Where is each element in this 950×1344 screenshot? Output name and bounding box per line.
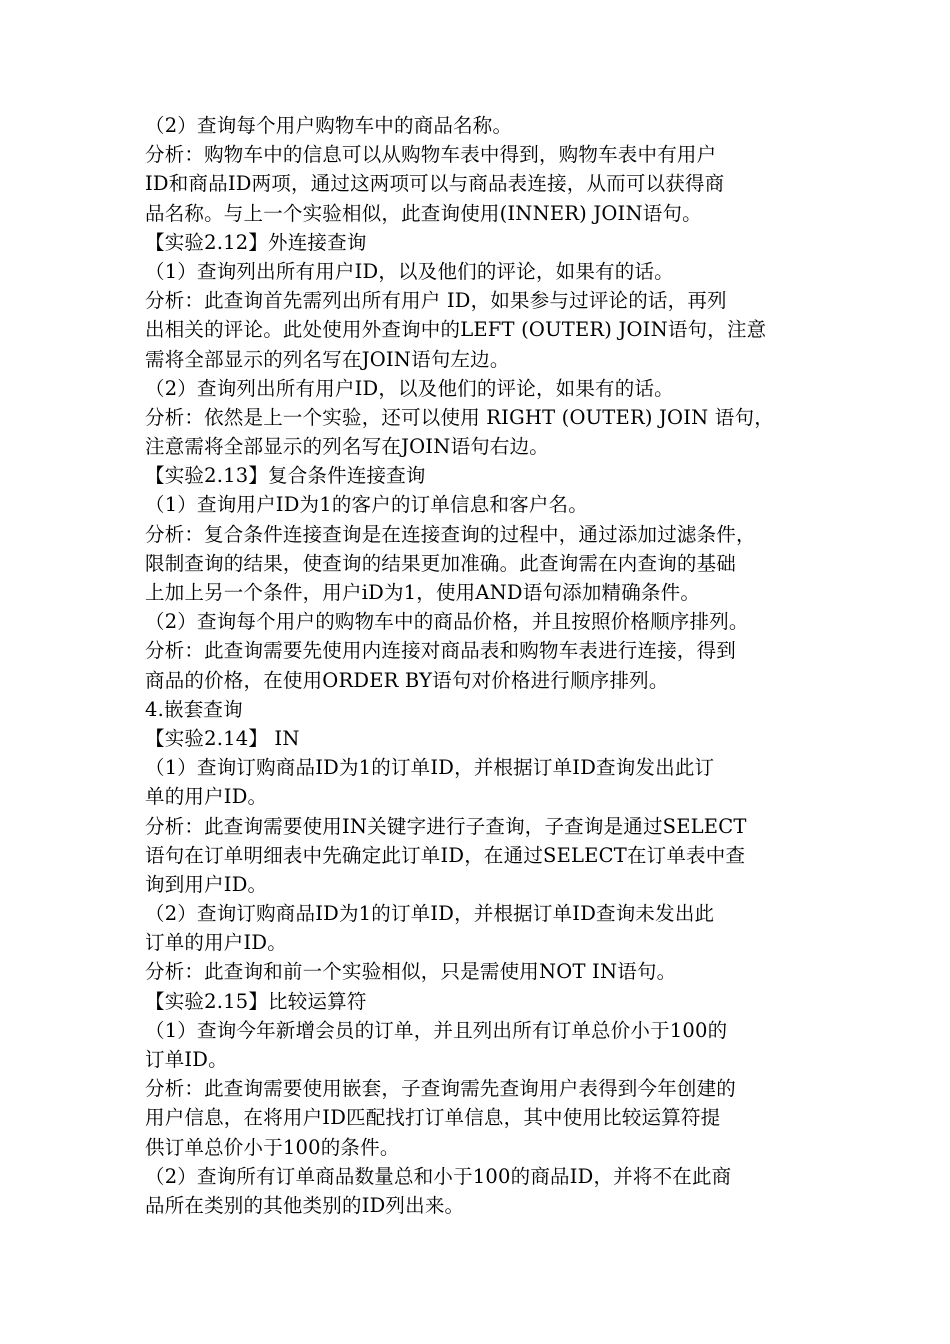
text-line: 分析：购物车中的信息可以从购物车表中得到，购物车表中有用户	[145, 143, 717, 167]
text-line: 【实验2.13】复合条件连接查询	[145, 464, 426, 488]
text-line: 注意需将全部显示的列名写在JOIN语句右边。	[145, 435, 549, 459]
text-line: （2）查询每个用户购物车中的商品名称。	[145, 114, 513, 137]
text-line: （1）查询订购商品ID为1的订单ID，并根据订单ID查询发出此订	[145, 756, 715, 780]
text-line: （2）查询列出所有用户ID，以及他们的评论，如果有的话。	[145, 376, 674, 400]
text-line: 分析：此查询需要使用IN关键字进行子查询，子查询是通过SELECT	[145, 814, 747, 838]
text-line: 限制查询的结果，使查询的结果更加准确。此查询需在内查询的基础	[145, 551, 737, 575]
text-line: 【实验2.15】比较运算符	[145, 989, 367, 1013]
text-line: （2）查询所有订单商品数量总和小于100的商品ID，并将不在此商	[145, 1164, 732, 1188]
text-line: 供订单总价小于100的条件。	[145, 1135, 400, 1159]
text-line: 订单的用户ID。	[145, 931, 287, 955]
text-line: 分析：此查询需要使用嵌套，子查询需先查询用户表得到今年创建的	[145, 1077, 737, 1101]
text-line: （1）查询今年新增会员的订单，并且列出所有订单总价小于100的	[145, 1018, 728, 1042]
text-line: 分析：依然是上一个实验，还可以使用 RIGHT (OUTER) JOIN 语句，	[145, 405, 774, 429]
text-line: ID和商品ID两项，通过这两项可以与商品表连接，从而可以获得商	[145, 172, 725, 196]
text-line: 分析：此查询首先需列出所有用户 ID，如果参与过评论的话，再列	[145, 289, 727, 313]
text-line: 品名称。与上一个实验相似，此查询使用(INNER) JOIN语句。	[145, 201, 702, 225]
text-line: （1）查询用户ID为1的客户的订单信息和客户名。	[145, 493, 588, 517]
text-line: 【实验2.14】 IN	[145, 726, 300, 750]
text-line: 品所在类别的其他类别的ID列出来。	[145, 1193, 465, 1217]
document-body	[145, 111, 810, 1220]
text-line: 商品的价格，在使用ORDER BY语句对价格进行顺序排列。	[145, 668, 669, 692]
text-line: （2）查询每个用户的购物车中的商品价格，并且按照价格顺序排列。	[145, 610, 749, 634]
text-line: 分析：复合条件连接查询是在连接查询的过程中，通过添加过滤条件，	[145, 522, 756, 546]
text-line: 分析：此查询需要先使用内连接对商品表和购物车表进行连接，得到	[145, 639, 737, 663]
text-line: （2）查询订购商品ID为1的订单ID，并根据订单ID查询未发出此	[145, 902, 715, 926]
text-line: 分析：此查询和前一个实验相似，只是需使用NOT IN语句。	[145, 960, 677, 984]
text-line: 4.嵌套查询	[145, 697, 243, 721]
text-line: 语句在订单明细表中先确定此订单ID，在通过SELECT在订单表中查	[145, 843, 746, 867]
text-line: 需将全部显示的列名写在JOIN语句左边。	[145, 347, 510, 371]
text-line: 询到用户ID。	[145, 872, 268, 896]
text-line: （1）查询列出所有用户ID，以及他们的评论，如果有的话。	[145, 259, 674, 283]
text-line: 【实验2.12】外连接查询	[145, 230, 367, 254]
text-line: 单的用户ID。	[145, 785, 268, 809]
text-line: 出相关的评论。此处使用外查询中的LEFT (OUTER) JOIN语句，注意	[145, 318, 767, 342]
text-line: 订单ID。	[145, 1048, 228, 1071]
text-line: 用户信息，在将用户ID匹配找打订单信息，其中使用比较运算符提	[145, 1106, 721, 1130]
text-line: 上加上另一个条件，用户iD为1，使用AND语句添加精确条件。	[145, 581, 701, 604]
